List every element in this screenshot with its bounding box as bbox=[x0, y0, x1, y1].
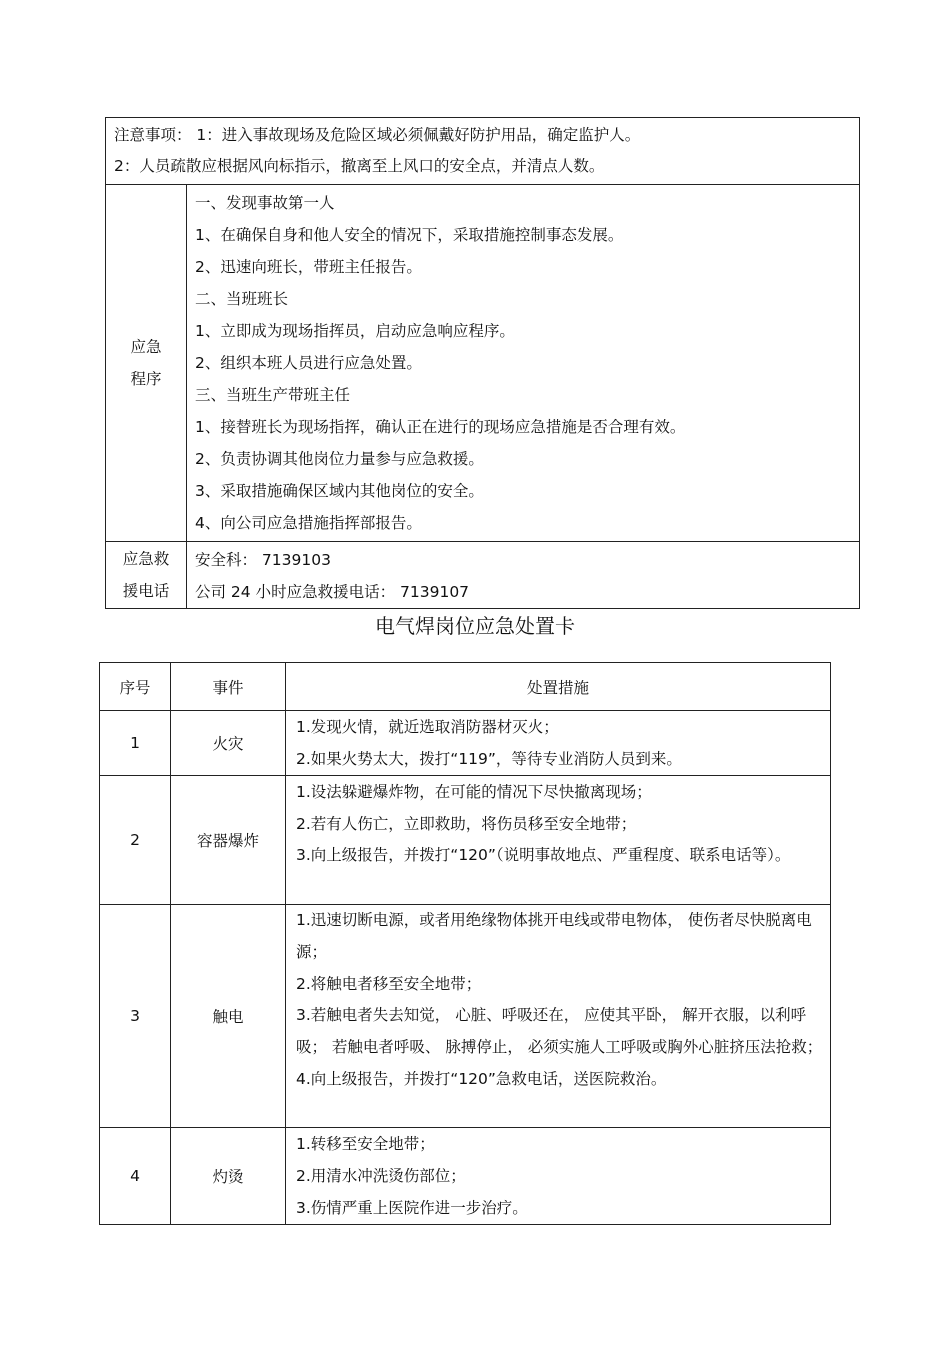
row-measures bbox=[286, 711, 831, 776]
row-no: 1 bbox=[100, 711, 171, 776]
procedure-label-cell bbox=[106, 185, 187, 542]
row-no: 3 bbox=[100, 905, 171, 1128]
table-row bbox=[100, 905, 831, 1128]
procedure-line: 三、当班生产带班主任 bbox=[195, 386, 351, 404]
measure-line: 2.若有人伤亡，立即救助，将伤员移至安全地带； bbox=[296, 815, 637, 833]
row-event: 灼烫 bbox=[171, 1128, 286, 1225]
row-event: 容器爆炸 bbox=[171, 776, 286, 905]
note-line: 注意事项： 1：进入事故现场及危险区域必须佩戴好防护用品，确定监护人。 bbox=[114, 126, 641, 144]
measure-line: 2.将触电者移至安全地带； bbox=[296, 975, 482, 993]
row-no: 4 bbox=[100, 1128, 171, 1225]
phone-label: 援电话 bbox=[122, 582, 170, 600]
procedure-label: 程序 bbox=[130, 370, 162, 388]
note-line: 2：人员疏散应根据风向标指示，撤离至上风口的安全点，并清点人数。 bbox=[114, 157, 605, 175]
procedure-line: 二、当班班长 bbox=[195, 290, 289, 308]
measure-line: 1.发现火情，就近选取消防器材灭火； bbox=[296, 718, 559, 736]
procedure-line: 一、发现事故第一人 bbox=[195, 194, 335, 212]
measure-line: 1.设法躲避爆炸物，在可能的情况下尽快撤离现场； bbox=[296, 783, 652, 801]
row-measures bbox=[286, 905, 831, 1128]
procedure-line: 1、接替班长为现场指挥，确认正在进行的现场应急措施是否合理有效。 bbox=[195, 418, 686, 436]
notes-row bbox=[106, 118, 860, 185]
measure-line: 2.如果火势太大，拨打“119”，等待专业消防人员到来。 bbox=[296, 750, 682, 768]
phone-numbers-cell bbox=[187, 542, 860, 609]
procedure-row bbox=[106, 185, 860, 542]
row-measures bbox=[286, 776, 831, 905]
procedure-line: 1、在确保自身和他人安全的情况下，采取措施控制事态发展。 bbox=[195, 226, 624, 244]
measure-line: 2.用清水冲洗烫伤部位； bbox=[296, 1167, 466, 1185]
header-measures: 处置措施 bbox=[286, 663, 831, 711]
row-no: 2 bbox=[100, 776, 171, 905]
measure-line: 4.向上级报告，并拨打“120”急救电话，送医院救治。 bbox=[296, 1070, 667, 1088]
phone-row bbox=[106, 542, 860, 609]
phone-label-cell bbox=[106, 542, 187, 609]
table-row bbox=[100, 1128, 831, 1225]
header-event: 事件 bbox=[171, 663, 286, 711]
procedure-line: 4、向公司应急措施指挥部报告。 bbox=[195, 514, 422, 532]
procedure-line: 1、立即成为现场指挥员，启动应急响应程序。 bbox=[195, 322, 515, 340]
procedure-line: 2、组织本班人员进行应急处置。 bbox=[195, 354, 422, 372]
emergency-procedure-table bbox=[105, 117, 860, 609]
row-event: 火灾 bbox=[171, 711, 286, 776]
phone-line: 安全科： 7139103 bbox=[195, 551, 331, 569]
card-title: 电气焊岗位应急处置卡 bbox=[375, 614, 575, 638]
row-measures bbox=[286, 1128, 831, 1225]
table-row bbox=[100, 711, 831, 776]
header-no: 序号 bbox=[100, 663, 171, 711]
header-row bbox=[100, 663, 831, 711]
procedure-line: 2、迅速向班长，带班主任报告。 bbox=[195, 258, 422, 276]
measure-line: 3.伤情严重上医院作进一步治疗。 bbox=[296, 1199, 528, 1217]
procedure-line: 2、负责协调其他岗位力量参与应急救援。 bbox=[195, 450, 484, 468]
phone-line: 公司 24 小时应急救援电话： 7139107 bbox=[195, 583, 470, 601]
table-row bbox=[100, 776, 831, 905]
procedure-label: 应急 bbox=[130, 338, 162, 356]
phone-label: 应急救 bbox=[122, 550, 170, 568]
row-event: 触电 bbox=[171, 905, 286, 1128]
measure-line: 1.转移至安全地带； bbox=[296, 1135, 435, 1153]
measure-line: 3.向上级报告，并拨打“120”（说明事故地点、严重程度、联系电话等）。 bbox=[296, 846, 791, 864]
handling-card-table bbox=[99, 662, 831, 1225]
procedure-line: 3、采取措施确保区域内其他岗位的安全。 bbox=[195, 482, 484, 500]
notes-cell bbox=[106, 118, 860, 185]
procedure-steps-cell bbox=[187, 185, 860, 542]
measure-line: 1.迅速切断电源，或者用绝缘物体挑开电线或带电物体， 使伤者尽快脱离电源； bbox=[296, 911, 812, 961]
measure-line: 3.若触电者失去知觉， 心脏、呼吸还在， 应使其平卧， 解开衣服，以利呼吸； 若触电者呼吸、 脉搏停止， 必须实施人工呼吸或胸外心脏挤压法抢救； bbox=[296, 1006, 823, 1056]
